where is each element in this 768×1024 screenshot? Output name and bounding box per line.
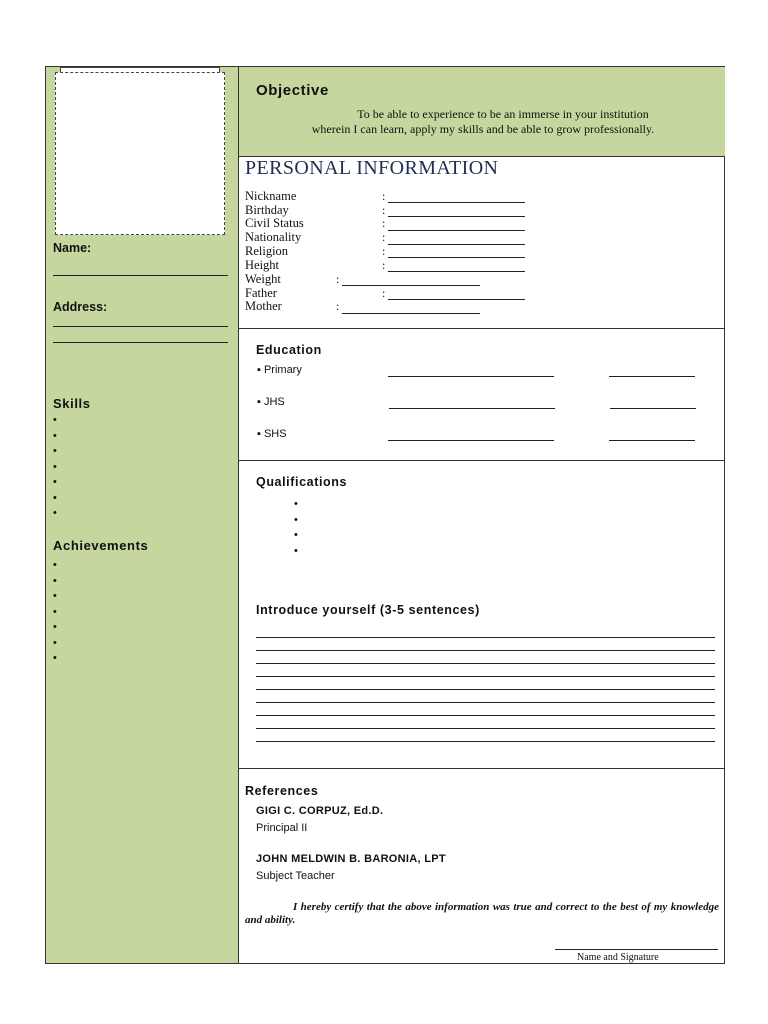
field-weight: Weight <box>245 272 281 286</box>
weight-blank <box>342 285 480 286</box>
civil-status-blank <box>388 230 525 231</box>
primary-year-blank <box>609 376 695 377</box>
intro-line-9 <box>256 741 715 742</box>
field-religion: Religion <box>245 244 289 258</box>
reference-1-role: Principal II <box>256 822 308 834</box>
primary-school-blank <box>388 376 554 377</box>
objective-text-line-2: wherein I can learn, apply my skills and be able to grow professionally. <box>311 121 655 136</box>
sidebar <box>46 67 239 963</box>
intro-line-2 <box>256 650 715 651</box>
field-mother: Mother <box>245 299 282 313</box>
intro-line-5 <box>256 689 715 690</box>
jhs-school-blank <box>389 408 555 409</box>
objective-text <box>253 107 713 136</box>
introduce-title: Introduce yourself (3-5 sentences) <box>256 603 480 617</box>
jhs-year-blank <box>610 408 696 409</box>
mother-blank <box>342 313 480 314</box>
colon: : <box>336 299 340 313</box>
certification-statement: I hereby certify that the above information was true and correct to the best of my knowledge and ability. <box>245 901 719 926</box>
address-line-2 <box>53 342 228 343</box>
objective-text-line-1: To be able to experience to be an immerse in your institution <box>357 107 649 121</box>
personal-info-section <box>239 157 725 329</box>
address-label: Address: <box>53 300 108 314</box>
height-blank <box>388 271 525 272</box>
colon: : <box>382 189 386 203</box>
skills-heading: Skills <box>53 396 91 411</box>
colon: : <box>382 203 386 217</box>
nickname-blank <box>388 202 525 203</box>
colon: : <box>382 258 386 272</box>
name-line <box>53 275 228 276</box>
qualifications-bullets: • • • • <box>294 498 298 557</box>
signature-line <box>555 949 718 950</box>
education-jhs: ▪ JHS <box>257 396 285 408</box>
address-line-1 <box>53 326 228 327</box>
field-civil-status: Civil Status <box>245 216 304 230</box>
education-title: Education <box>256 343 322 357</box>
reference-1-name: GIGI C. CORPUZ, Ed.D. <box>256 805 384 817</box>
father-blank <box>388 299 525 300</box>
resume-page <box>45 66 725 964</box>
education-shs: ▪ SHS <box>257 428 287 440</box>
colon: : <box>382 216 386 230</box>
education-primary: ▪ Primary <box>257 364 302 376</box>
intro-line-7 <box>256 715 715 716</box>
intro-line-1 <box>256 637 715 638</box>
reference-2-role: Subject Teacher <box>256 870 335 882</box>
photo-placeholder <box>55 72 225 235</box>
objective-title: Objective <box>256 82 329 99</box>
references-title: References <box>245 784 319 798</box>
reference-2-name: JOHN MELDWIN B. BARONIA, LPT <box>256 853 446 865</box>
birthday-blank <box>388 216 525 217</box>
signature-label: Name and Signature <box>577 952 659 963</box>
field-father: Father <box>245 286 277 300</box>
intro-line-6 <box>256 702 715 703</box>
field-height: Height <box>245 258 280 272</box>
intro-line-4 <box>256 676 715 677</box>
objective-section <box>239 67 725 157</box>
field-birthday: Birthday <box>245 203 289 217</box>
religion-blank <box>388 257 525 258</box>
field-nickname: Nickname <box>245 189 297 203</box>
shs-school-blank <box>388 440 554 441</box>
qualifications-title: Qualifications <box>256 475 348 489</box>
intro-line-8 <box>256 728 715 729</box>
field-nationality: Nationality <box>245 230 302 244</box>
colon: : <box>382 244 386 258</box>
personal-info-title: PERSONAL INFORMATION <box>245 157 499 179</box>
colon: : <box>336 272 340 286</box>
colon: : <box>382 230 386 244</box>
colon: : <box>382 286 386 300</box>
nationality-blank <box>388 244 525 245</box>
main-content <box>239 67 725 963</box>
shs-year-blank <box>609 440 695 441</box>
intro-line-3 <box>256 663 715 664</box>
skills-bullets: • • • • • • • <box>53 414 57 519</box>
name-label: Name: <box>53 241 92 255</box>
achievements-bullets: • • • • • • • <box>53 559 57 664</box>
achievements-heading: Achievements <box>53 538 149 553</box>
